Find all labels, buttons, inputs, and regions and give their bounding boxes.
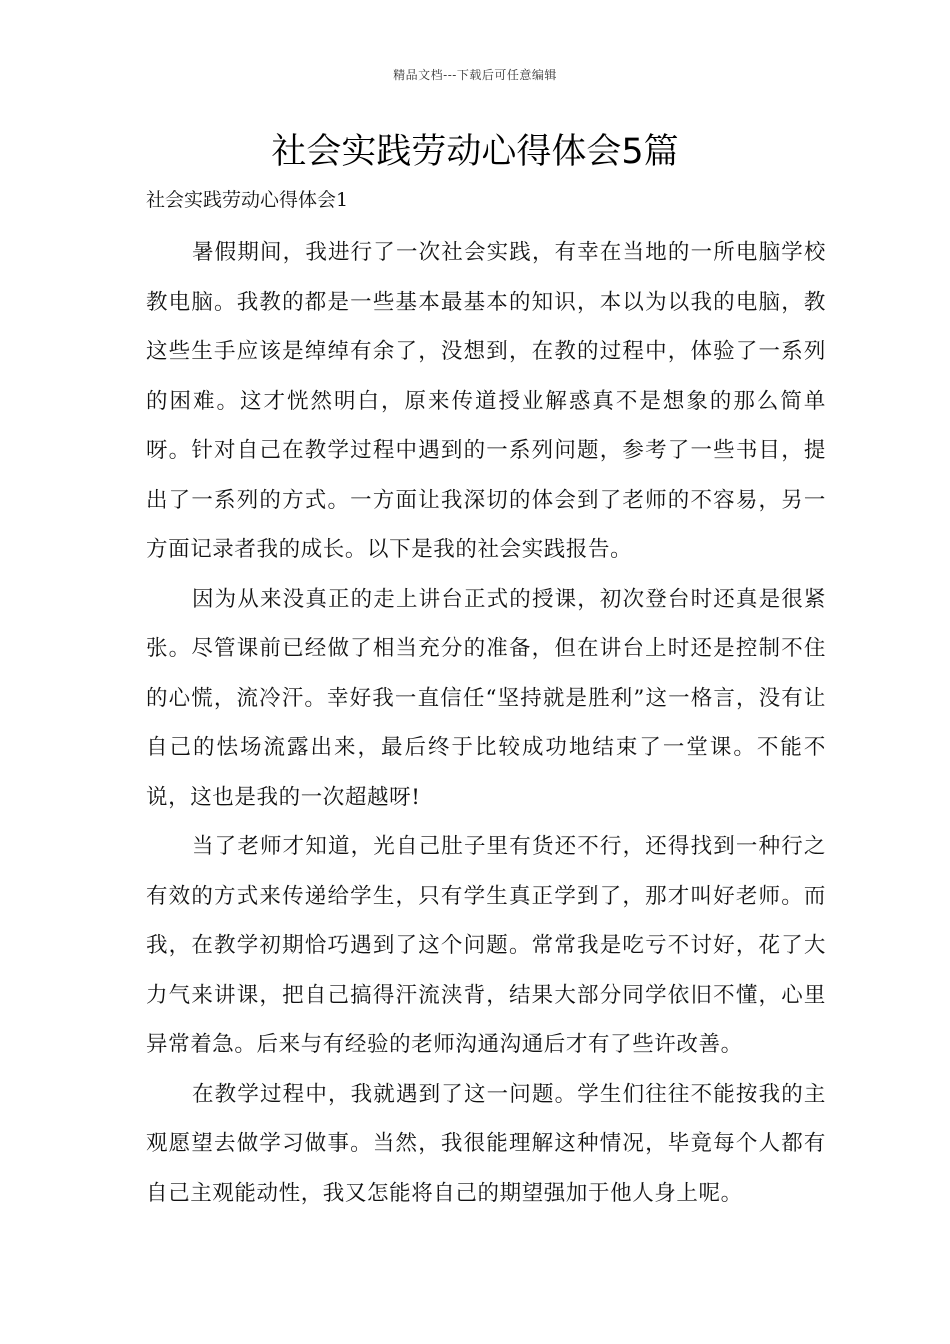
paragraph: 暑假期间，我进行了一次社会实践，有幸在当地的一所电脑学校教电脑。我教的都是一些基本最基本的知识，本以为以我的电脑，教这些生手应该是绰绰有余了，没想到，在教的过程中，体验了一系列的困难。这才恍然明白，原来传道授业解惑真不是想象的那么简单呀。针对自己在教学过程中遇到的一系列问题，参考了一些书目，提出了一系列的方式。一方面让我深切的体会到了老师的不容易，另一方面记录者我的成长。以下是我的社会实践报告。 — [146, 240, 826, 562]
document-title: 社会实践劳动心得体会5篇 — [271, 132, 679, 172]
section-heading: 社会实践劳动心得体会1 — [146, 189, 349, 211]
body-text — [146, 228, 826, 1218]
paragraph: 因为从来没真正的走上讲台正式的授课，初次登台时还真是很紧张。尽管课前已经做了相当充分的准备，但在讲台上时还是控制不住的心慌，流冷汗。幸好我一直信任“坚持就是胜利”这一格言，没有让自己的怯场流露出来，最后终于比较成功地结束了一堂课。不能不说，这也是我的一次超越呀! — [146, 586, 826, 810]
header-note: 精品文档---下载后可任意编辑 — [393, 68, 557, 82]
paragraph: 在教学过程中，我就遇到了这一问题。学生们往往不能按我的主观愿望去做学习做事。当然，我很能理解这种情况，毕竟每个人都有自己主观能动性，我又怎能将自己的期望强加于他人身上呢。 — [146, 1081, 826, 1206]
paragraph: 当了老师才知道，光自己肚子里有货还不行，还得找到一种行之有效的方式来传递给学生，只有学生真正学到了，那才叫好老师。而我，在教学初期恰巧遇到了这个问题。常常我是吃亏不讨好，花了大力气来讲课，把自己搞得汗流浃背，结果大部分同学依旧不懂，心里异常着急。后来与有经验的老师沟通沟通后才有了些许改善。 — [146, 834, 826, 1057]
